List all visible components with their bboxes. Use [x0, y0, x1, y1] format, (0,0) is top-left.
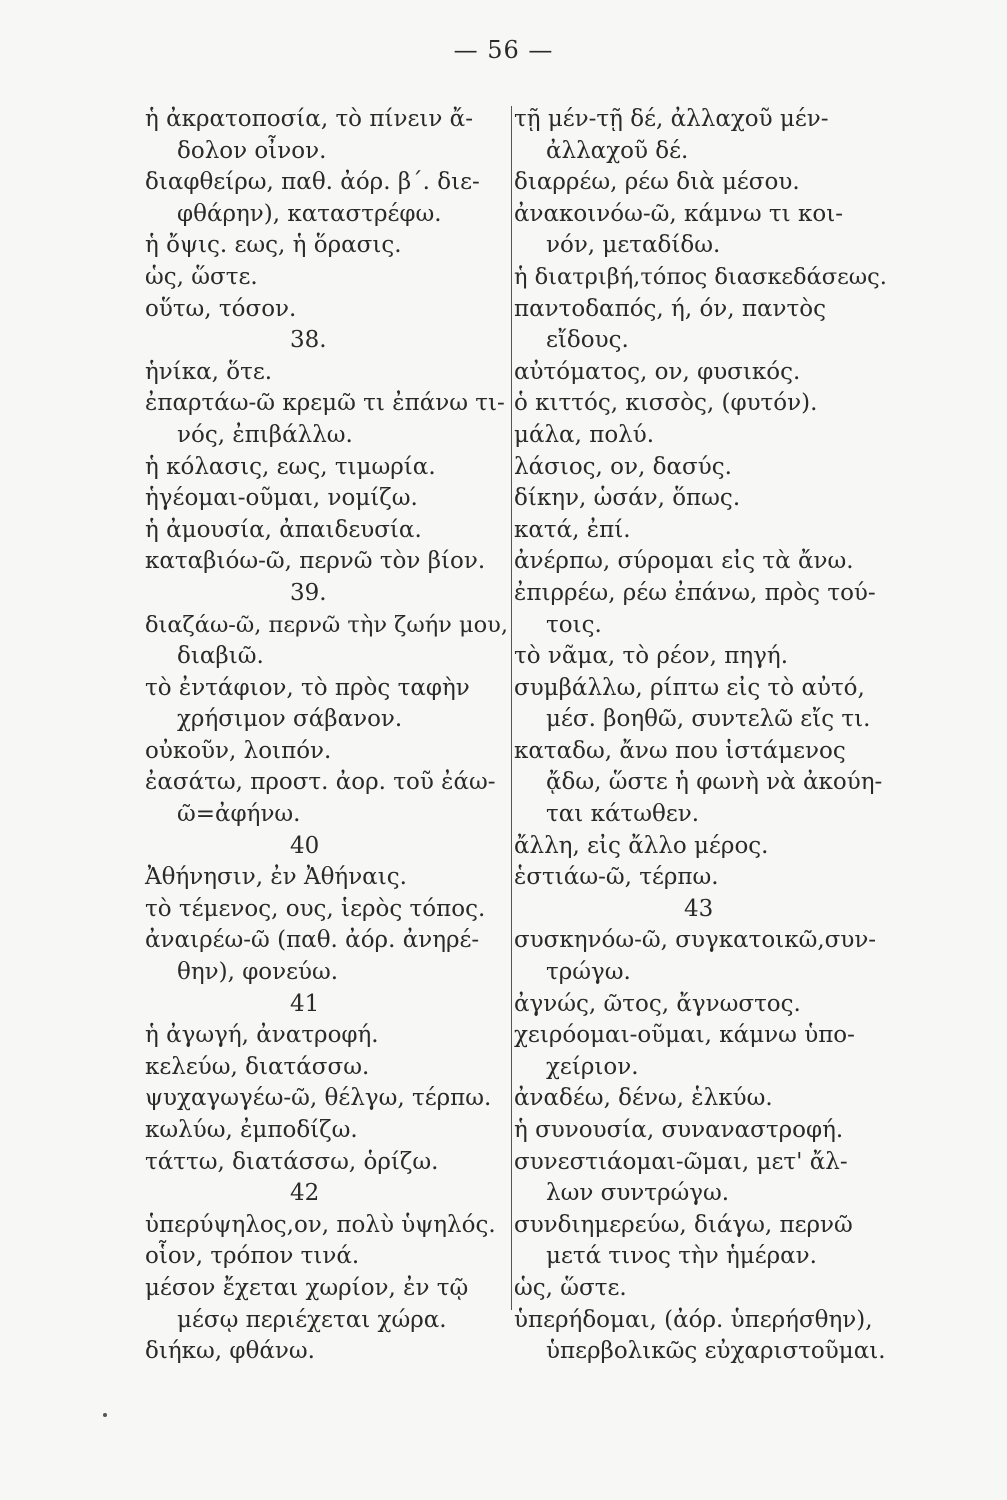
entry-line: τρώγω.: [546, 959, 631, 986]
entry-line: διαζάω-ῶ, περνῶ τὴν ζωήν μου,: [145, 611, 509, 638]
entry-line: ἡ ὄψις. εως, ἡ ὅρασις.: [145, 232, 402, 259]
entry-line: ἡ ἀμουσία, ἀπαιδευσία.: [145, 516, 422, 543]
entry-line: συσκηνόω-ῶ, συγκατοικῶ,συν-: [514, 927, 877, 954]
entry-line: αὐτόματος, ον, φυσικός.: [514, 358, 801, 385]
column-divider: [511, 106, 512, 1310]
entry-line: τὸ τέμενος, ους, ἱερὸς τόπος.: [145, 895, 486, 922]
entry-line: διαρρέω, ρέω διὰ μέσου.: [514, 169, 800, 196]
entry-line: μετά τινος τὴν ἡμέραν.: [546, 1243, 817, 1270]
entry-line: παντοδαπός, ή, όν, παντὸς: [514, 295, 826, 322]
section-number: 40: [290, 832, 320, 859]
entry-line: λων συντρώγω.: [546, 1180, 730, 1207]
entry-line: διαβιῶ.: [177, 643, 264, 670]
entry-line: ἀναιρέω-ῶ (παθ. ἀόρ. ἀνηρέ-: [145, 927, 480, 954]
entry-line: καταβιόω-ῶ, περνῶ τὸν βίον.: [145, 548, 486, 575]
entry-line: ἀλλαχοῦ δέ.: [546, 137, 689, 164]
entry-line: εἴδους.: [546, 327, 629, 354]
entry-line: διαφθείρω, παθ. ἀόρ. β΄. διε-: [145, 169, 480, 196]
entry-line: οὐκοῦν, λοιπόν.: [145, 737, 332, 764]
entry-line: ῶ=ἀφήνω.: [177, 801, 301, 828]
entry-line: ὁ κιττός, κισσὸς, (φυτόν).: [514, 390, 818, 417]
entry-line: τοις.: [546, 611, 602, 638]
entry-line: ὑπερήδομαι, (ἀόρ. ὑπερήσθην),: [514, 1306, 873, 1333]
entry-line: τάττω, διατάσσω, ὁρίζω.: [145, 1148, 439, 1175]
entry-line: οἷον, τρόπον τινά.: [145, 1243, 360, 1270]
entry-line: κατά, ἐπί.: [514, 516, 631, 543]
entry-line: ἡγέομαι-οῦμαι, νομίζω.: [145, 485, 418, 512]
entry-line: κωλύω, ἐμποδίζω.: [145, 1117, 358, 1143]
entry-line: ἡ ἀγωγή, ἀνατροφή.: [145, 1022, 379, 1049]
entry-line: θην), φονεύω.: [177, 959, 339, 986]
entry-line: χειρόομαι-οῦμαι, κάμνω ὑπο-: [514, 1022, 855, 1049]
entry-line: οὕτω, τόσον.: [145, 295, 297, 322]
section-number: 38.: [290, 327, 327, 354]
entry-line: ἀγνώς, ῶτος, ἄγνωστος.: [514, 990, 801, 1017]
entry-line: συνεστιάομαι-ῶμαι, μετ' ἄλ-: [514, 1148, 848, 1175]
entry-line: ἐασάτω, προστ. ἀορ. τοῦ ἐάω-: [145, 769, 496, 796]
entry-line: κελεύω, διατάσσω.: [145, 1053, 370, 1080]
section-number: 42: [290, 1180, 320, 1207]
entry-line: ἀνακοινόω-ῶ, κάμνω τι κοι-: [514, 200, 843, 227]
entry-line: χείριον.: [546, 1053, 639, 1080]
entry-line: ἀναδέω, δένω, ἑλκύω.: [514, 1085, 773, 1112]
entry-line: ἡνίκα, ὅτε.: [145, 358, 273, 385]
entry-line: συμβάλλω, ρίπτω εἰς τὸ αὐτό,: [514, 674, 865, 701]
entry-line: ἐπιρρέω, ρέω ἐπάνω, πρὸς τού-: [514, 579, 876, 606]
entry-line: ᾄδω, ὥστε ἡ φωνὴ νὰ ἀκούη-: [546, 769, 883, 796]
entry-line: φθάρην), καταστρέφω.: [177, 200, 442, 227]
entry-line: δολον οἶνον.: [177, 137, 327, 164]
section-number: 39.: [290, 579, 327, 606]
entry-line: ἀνέρπω, σύρομαι εἰς τὰ ἄνω.: [514, 548, 854, 575]
entry-line: τῇ μέν-τῇ δέ, ἀλλαχοῦ μέν-: [514, 106, 829, 132]
page-number: — 56 —: [453, 36, 554, 64]
entry-line: λάσιος, ον, δασύς.: [514, 453, 732, 480]
entry-line: ἡ διατριβή,τόπος διασκεδάσεως.: [514, 263, 887, 290]
entry-line: ὡς, ὥστε.: [514, 1274, 627, 1301]
entry-line: μέσ. βοηθῶ, συντελῶ εἴς τι.: [546, 706, 871, 733]
entry-line: ἡ συνουσία, συναναστροφή.: [514, 1117, 844, 1143]
entry-line: ὑπερύψηλος,ον, πολὺ ὑψηλός.: [145, 1211, 496, 1238]
entry-line: δίκην, ὡσάν, ὅπως.: [514, 485, 741, 512]
entry-line: ἡ κόλασις, εως, τιμωρία.: [145, 453, 436, 480]
left-column: [145, 104, 510, 1368]
entry-line: διήκω, φθάνω.: [145, 1338, 315, 1365]
entry-line: τὸ ἐντάφιον, τὸ πρὸς ταφὴν: [145, 674, 470, 701]
entry-line: ὑπερβολικῶς εὐχαριστοῦμαι.: [546, 1338, 886, 1365]
entry-line: Ἀθήνησιν, ἐν Ἀθήναις.: [145, 864, 407, 891]
ink-dot: [103, 1413, 107, 1417]
entry-line: τὸ νᾶμα, τὸ ρέον, πηγή.: [514, 643, 789, 670]
entry-line: χρήσιμον σάβανον.: [177, 706, 403, 733]
entry-line: μέσῳ περιέχεται χώρα.: [177, 1306, 447, 1333]
entry-line: ται κάτωθεν.: [546, 801, 700, 828]
section-number: 41: [290, 990, 320, 1017]
entry-line: ἑστιάω-ῶ, τέρπω.: [514, 864, 719, 891]
entry-line: μέσον ἔχεται χωρίον, ἐν τῷ: [145, 1274, 469, 1301]
entry-line: ὡς, ὥστε.: [145, 263, 258, 290]
entry-line: συνδιημερεύω, διάγω, περνῶ: [514, 1211, 853, 1238]
entry-line: ἡ ἀκρατοποσία, τὸ πίνειν ἄ-: [145, 106, 473, 132]
entry-line: καταδω, ἄνω που ἱστάμενος: [514, 737, 846, 764]
right-column: [514, 104, 889, 1368]
entry-line: νός, ἐπιβάλλω.: [177, 421, 353, 448]
entry-line: ἄλλη, εἰς ἄλλο μέρος.: [514, 832, 769, 859]
entry-line: μάλα, πολύ.: [514, 421, 655, 448]
entry-line: ἐπαρτάω-ῶ κρεμῶ τι ἐπάνω τι-: [145, 390, 505, 417]
entry-line: ψυχαγωγέω-ῶ, θέλγω, τέρπω.: [145, 1085, 492, 1112]
entry-line: νόν, μεταδίδω.: [546, 232, 721, 259]
section-number: 43: [684, 895, 714, 922]
